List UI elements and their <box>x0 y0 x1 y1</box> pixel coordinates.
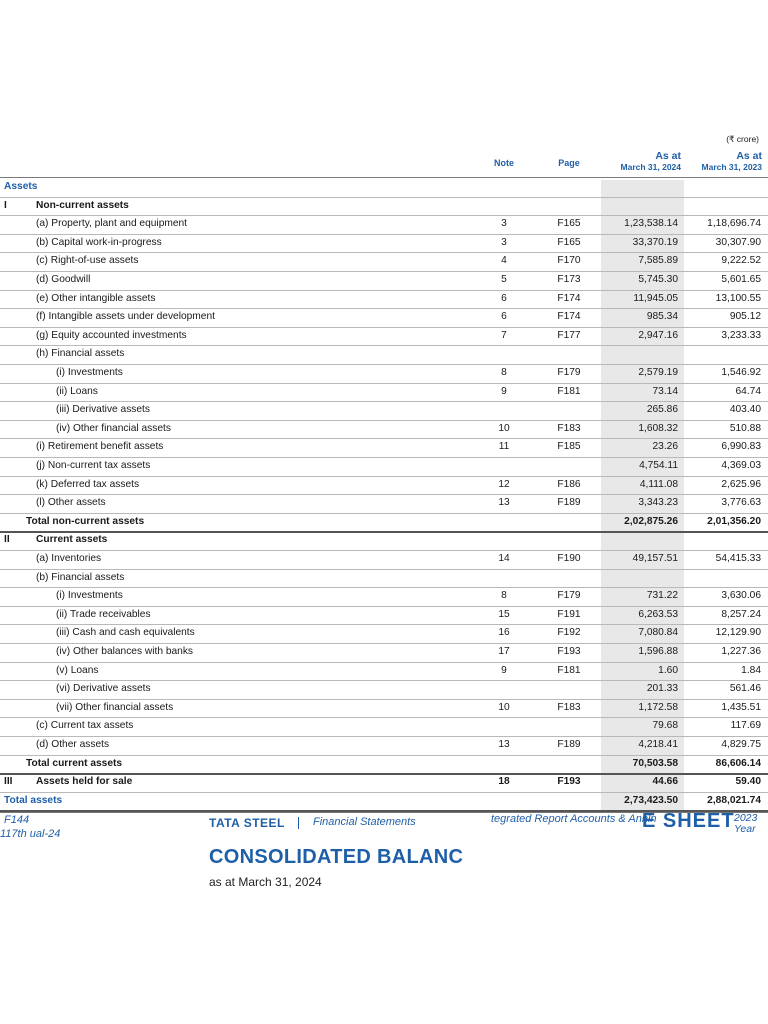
row-label: (a) Inventories <box>36 553 102 564</box>
page-cell: F173 <box>557 274 581 285</box>
value-2024-cell: 1,23,538.14 <box>624 218 678 230</box>
value-2023-cell: 54,415.33 <box>715 553 761 564</box>
row-label: (i) Retirement benefit assets <box>36 441 164 453</box>
page-cell: F165 <box>557 218 581 230</box>
heading-label: Current assets <box>36 534 108 546</box>
value-2023-cell: 117.69 <box>730 720 761 732</box>
note-cell: 3 <box>501 236 507 248</box>
footer-year-right <box>734 813 757 835</box>
value-2023-cell: 3,630.06 <box>721 590 761 602</box>
value-2024-cell: 1,608.32 <box>638 422 678 434</box>
value-2024-cell: 4,218.41 <box>638 739 678 750</box>
note-cell: 12 <box>498 478 510 490</box>
roman-numeral: I <box>4 199 7 211</box>
unit-label: (₹ crore) <box>726 134 759 144</box>
value-2023-cell: 64.74 <box>735 385 761 397</box>
note-cell: 13 <box>498 497 510 509</box>
table-row <box>0 717 768 736</box>
footer-section: Financial Statements <box>313 816 416 828</box>
value-2024-cell: 49,157.51 <box>632 553 678 564</box>
table-row <box>0 792 768 811</box>
table-row <box>0 755 768 774</box>
table-row <box>0 699 768 718</box>
note-cell: 7 <box>501 329 507 341</box>
note-cell: 6 <box>501 311 507 323</box>
table-row <box>0 606 768 625</box>
note-cell: 16 <box>498 627 510 639</box>
value-2023-cell: 1,18,696.74 <box>707 218 761 230</box>
table-row <box>0 569 768 588</box>
table-row <box>0 383 768 402</box>
page-cell: F183 <box>557 422 581 434</box>
footer-page-number: F144 <box>4 814 30 826</box>
value-2024-cell: 3,343.23 <box>638 497 678 509</box>
note-cell: 18 <box>498 776 510 788</box>
page-cell: F181 <box>557 664 581 676</box>
table-row <box>0 290 768 309</box>
row-label: (h) Financial assets <box>36 348 125 360</box>
row-label: (g) Equity accounted investments <box>36 329 187 341</box>
table-row <box>0 345 768 364</box>
value-2023-cell: 5,601.65 <box>721 274 761 285</box>
row-label: (i) Investments <box>56 367 123 378</box>
grand-total-label: Total assets <box>4 794 63 806</box>
page-cell: F179 <box>557 590 581 602</box>
row-label: (iv) Other financial assets <box>56 422 171 434</box>
value-2023-cell: 6,990.83 <box>721 441 761 453</box>
note-cell: 17 <box>498 646 510 657</box>
note-cell: 9 <box>501 385 507 397</box>
table-row <box>0 587 768 606</box>
table-row <box>0 178 768 197</box>
value-2023-cell: 3,776.63 <box>721 497 761 509</box>
value-2024-cell: 731.22 <box>646 590 678 602</box>
note-cell: 3 <box>501 218 507 230</box>
row-label: (i) Investments <box>56 590 123 602</box>
value-2024-cell: 265.86 <box>646 404 678 416</box>
roman-numeral: III <box>4 776 13 788</box>
header-2024-line1: As at <box>655 150 681 162</box>
table-row <box>0 736 768 755</box>
value-2023-cell: 2,01,356.20 <box>707 515 761 527</box>
value-2023-cell: 403.40 <box>729 404 761 416</box>
value-2023-cell: 9,222.52 <box>721 255 761 267</box>
row-label: (d) Other assets <box>36 739 110 750</box>
value-2023-cell: 561.46 <box>729 683 761 695</box>
value-2024-cell: 23.26 <box>652 441 678 453</box>
heading-label: Assets held for sale <box>36 776 133 788</box>
value-2024-cell: 1.60 <box>658 664 678 676</box>
footer-separator <box>298 817 299 829</box>
header-2023 <box>686 151 762 173</box>
value-2024-cell: 7,080.84 <box>638 627 678 639</box>
footer-year-right-1: 2023 <box>734 812 758 824</box>
value-2023-cell: 905.12 <box>729 311 761 323</box>
header-note: Note <box>494 158 514 168</box>
row-label: (f) Intangible assets under development <box>36 311 215 323</box>
total-label: Total current assets <box>26 757 123 769</box>
page-cell: F186 <box>557 478 581 490</box>
table-row <box>0 531 768 550</box>
note-cell: 9 <box>501 664 507 676</box>
note-cell: 4 <box>501 255 507 267</box>
table-row <box>0 420 768 439</box>
note-cell: 8 <box>501 367 507 378</box>
table-row <box>0 476 768 495</box>
row-label: (b) Capital work-in-progress <box>36 236 162 248</box>
table-row <box>0 252 768 271</box>
value-2023-cell: 1,546.92 <box>721 367 761 378</box>
note-cell: 10 <box>498 701 510 713</box>
page-cell: F192 <box>557 627 581 639</box>
page-cell: F191 <box>557 608 581 620</box>
value-2023-cell: 1,435.51 <box>721 701 761 713</box>
value-2023-cell: 30,307.90 <box>715 236 761 248</box>
value-2024-cell: 2,947.16 <box>638 329 678 341</box>
value-2024-cell: 33,370.19 <box>632 236 678 248</box>
row-label: (b) Financial assets <box>36 571 125 583</box>
footer-year-edition: 117th ual-24 <box>0 828 61 840</box>
value-2024-cell: 201.33 <box>646 683 678 695</box>
page-cell: F189 <box>557 497 581 509</box>
value-2023-cell: 1.84 <box>741 664 761 676</box>
value-2023-cell: 12,129.90 <box>715 627 761 639</box>
page-title: CONSOLIDATED BALANC <box>209 846 464 868</box>
table-row <box>0 662 768 681</box>
table-row <box>0 457 768 476</box>
value-2024-cell: 2,73,423.50 <box>624 794 678 806</box>
row-label: (e) Other intangible assets <box>36 292 156 304</box>
row-label: (a) Property, plant and equipment <box>36 218 188 230</box>
page-cell: F193 <box>557 646 581 657</box>
page-cell: F174 <box>557 292 581 304</box>
value-2024-cell: 1,596.88 <box>638 646 678 657</box>
header-2024 <box>601 151 681 173</box>
value-2024-cell: 985.34 <box>646 311 678 323</box>
note-cell: 6 <box>501 292 507 304</box>
note-cell: 8 <box>501 590 507 602</box>
roman-numeral: II <box>4 534 10 546</box>
table-row <box>0 364 768 383</box>
value-2023-cell: 1,227.36 <box>721 646 761 657</box>
value-2023-cell: 4,369.03 <box>721 460 761 471</box>
row-label: (iv) Other balances with banks <box>56 646 194 657</box>
value-2024-cell: 4,754.11 <box>639 460 678 471</box>
footer-sheet-text: E SHEET <box>642 810 735 832</box>
value-2024-cell: 4,111.08 <box>639 478 678 490</box>
value-2023-cell: 13,100.55 <box>715 292 761 304</box>
row-label: (d) Goodwill <box>36 274 91 285</box>
section-label: Assets <box>4 181 38 192</box>
table-row <box>0 234 768 253</box>
row-label: (c) Current tax assets <box>36 720 134 732</box>
page-cell: F189 <box>557 739 581 750</box>
table-row <box>0 550 768 569</box>
note-cell: 5 <box>501 274 507 285</box>
page-cell: F190 <box>557 553 581 564</box>
row-label: (vii) Other financial assets <box>56 701 174 713</box>
page-subtitle: as at March 31, 2024 <box>209 875 322 889</box>
row-label: (l) Other assets <box>36 497 106 509</box>
value-2024-cell: 73.14 <box>652 385 678 397</box>
table-row <box>0 308 768 327</box>
table-row <box>0 271 768 290</box>
value-2024-cell: 1,172.58 <box>638 701 678 713</box>
table-row <box>0 680 768 699</box>
value-2023-cell: 59.40 <box>735 776 761 788</box>
value-2024-cell: 2,579.19 <box>638 367 678 378</box>
page-cell: F177 <box>557 329 581 341</box>
page-cell: F165 <box>557 236 581 248</box>
page-cell: F183 <box>557 701 581 713</box>
value-2023-cell: 8,257.24 <box>721 608 761 620</box>
value-2024-cell: 6,263.53 <box>638 608 678 620</box>
row-label: (j) Non-current tax assets <box>36 460 151 471</box>
row-label: (iii) Derivative assets <box>56 404 150 416</box>
value-2024-cell: 44.66 <box>652 776 678 788</box>
table-row <box>0 215 768 234</box>
table-row <box>0 624 768 643</box>
total-label: Total non-current assets <box>26 515 145 527</box>
note-cell: 11 <box>498 441 510 453</box>
page-cell: F170 <box>557 255 581 267</box>
row-label: (ii) Loans <box>56 385 98 397</box>
table-row <box>0 494 768 513</box>
footer-brand-logo: TATA STEEL <box>209 816 285 830</box>
note-cell: 15 <box>498 608 510 620</box>
value-2023-cell: 4,829.75 <box>721 739 761 750</box>
row-label: (vi) Derivative assets <box>56 683 151 695</box>
page-cell: F193 <box>557 776 581 788</box>
row-label: (c) Right-of-use assets <box>36 255 139 267</box>
table-row <box>0 401 768 420</box>
heading-label: Non-current assets <box>36 199 129 211</box>
table-row <box>0 773 768 792</box>
table-row <box>0 438 768 457</box>
row-label: (ii) Trade receivables <box>56 608 151 620</box>
header-2024-line2: March 31, 2024 <box>620 162 681 172</box>
row-label: (iii) Cash and cash equivalents <box>56 627 195 639</box>
header-2023-line1: As at <box>736 150 762 162</box>
table-row <box>0 643 768 662</box>
footer-year-right-2: Year <box>734 823 756 835</box>
header-page: Page <box>558 158 580 168</box>
note-cell: 14 <box>498 553 510 564</box>
note-cell: 10 <box>498 422 510 434</box>
page-cell: F179 <box>557 367 581 378</box>
value-2023-cell: 2,88,021.74 <box>707 794 761 806</box>
footer-report: tegrated Report Accounts & Annln <box>491 813 657 825</box>
page-cell: F174 <box>557 311 581 323</box>
value-2024-cell: 70,503.58 <box>632 757 678 769</box>
value-2024-cell: 7,585.89 <box>638 255 678 267</box>
page-cell: F185 <box>557 441 581 453</box>
note-cell: 13 <box>498 739 510 750</box>
page-cell: F181 <box>557 385 581 397</box>
value-2023-cell: 2,625.96 <box>721 478 761 490</box>
table-row <box>0 197 768 216</box>
value-2023-cell: 510.88 <box>729 422 761 434</box>
table-row <box>0 327 768 346</box>
value-2023-cell: 3,233.33 <box>721 329 761 341</box>
value-2023-cell: 86,606.14 <box>715 757 761 769</box>
header-2023-line2: March 31, 2023 <box>701 162 762 172</box>
value-2024-cell: 11,945.05 <box>633 292 678 304</box>
row-label: (v) Loans <box>56 664 99 676</box>
table-row <box>0 513 768 532</box>
value-2024-cell: 79.68 <box>652 720 678 732</box>
value-2024-cell: 5,745.30 <box>638 274 678 285</box>
value-2024-cell: 2,02,875.26 <box>624 515 678 527</box>
row-label: (k) Deferred tax assets <box>36 478 140 490</box>
